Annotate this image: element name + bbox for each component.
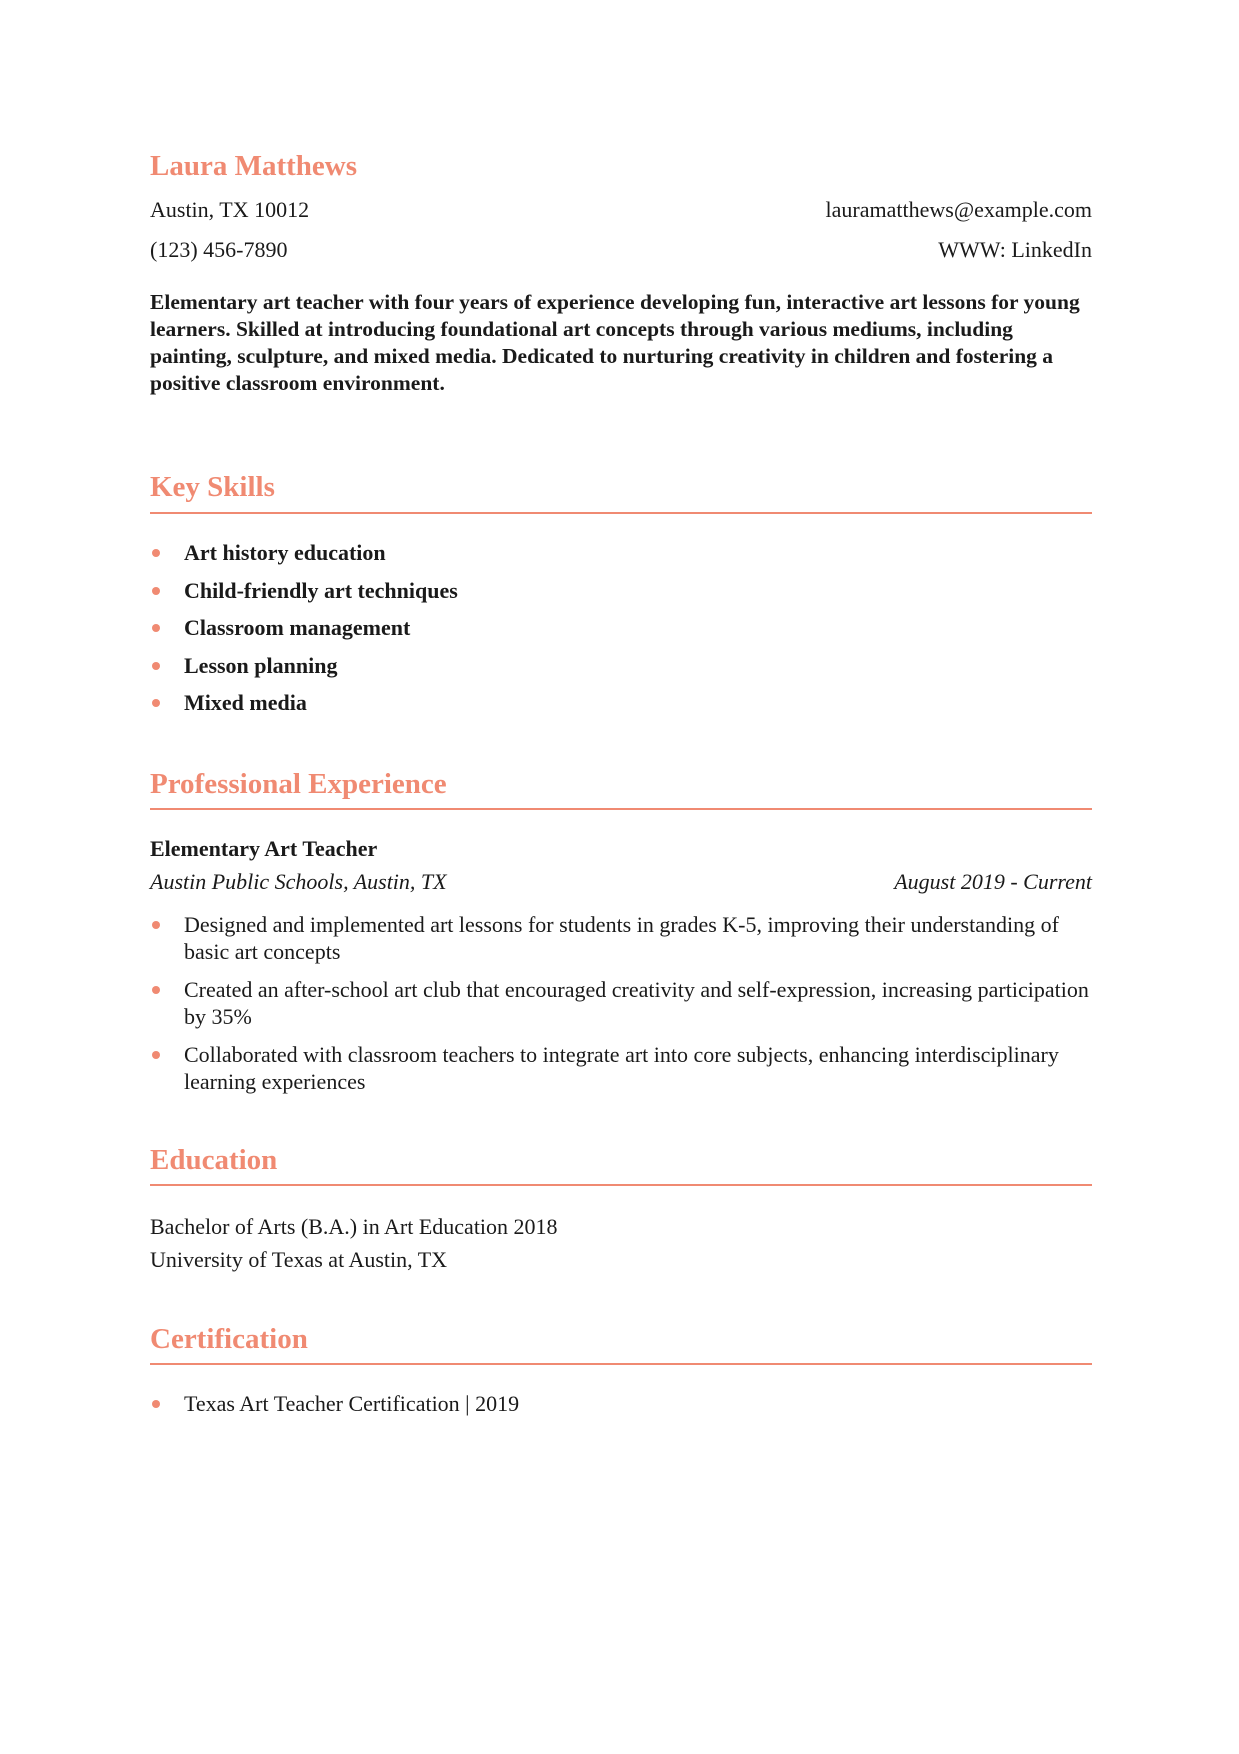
website-link: WWW: LinkedIn xyxy=(938,237,1092,262)
bullet-icon xyxy=(152,662,160,670)
skill-item: Art history education xyxy=(150,539,1092,567)
job-title: Elementary Art Teacher xyxy=(150,836,378,861)
certification-list xyxy=(150,1390,1092,1418)
school-text: University of Texas at Austin, TX xyxy=(150,1247,448,1272)
certification-section-title: Certification xyxy=(150,1323,308,1355)
education-section-title: Education xyxy=(150,1144,278,1176)
location-text: Austin, TX 10012 xyxy=(150,197,310,222)
experience-section-rule xyxy=(150,808,1092,810)
duty-item: Designed and implemented art lessons for students in grades K-5, improving their understanding of basic art concepts xyxy=(150,911,1092,965)
bullet-icon xyxy=(152,587,160,595)
certification-item: Texas Art Teacher Certification | 2019 xyxy=(150,1390,1092,1418)
skill-item: Child-friendly art techniques xyxy=(150,577,1092,605)
email-text: lauramatthews@example.com xyxy=(825,197,1092,222)
degree-text: Bachelor of Arts (B.A.) in Art Education 2018 xyxy=(150,1214,558,1239)
bullet-icon xyxy=(152,1051,160,1059)
job-meta xyxy=(150,868,1092,896)
employer-text: Austin Public Schools, Austin, TX xyxy=(150,869,447,894)
duties-list xyxy=(150,911,1092,1106)
skill-item: Lesson planning xyxy=(150,652,1092,680)
bullet-icon xyxy=(152,986,160,994)
bullet-icon xyxy=(152,699,160,707)
candidate-name: Laura Matthews xyxy=(150,150,358,182)
skill-item: Mixed media xyxy=(150,689,1092,717)
job-dates: August 2019 - Current xyxy=(894,869,1092,894)
experience-section-title: Professional Experience xyxy=(150,768,447,800)
certification-section-rule xyxy=(150,1363,1092,1365)
skills-section-rule xyxy=(150,512,1092,514)
bullet-icon xyxy=(152,921,160,929)
skills-section-title: Key Skills xyxy=(150,471,275,503)
bullet-icon xyxy=(152,549,160,557)
skill-item: Classroom management xyxy=(150,614,1092,642)
skills-list xyxy=(150,539,1092,727)
professional-summary: Elementary art teacher with four years of experience developing fun, interactive art lessons for young learners. Skilled at introducing foundational art concepts through various mediums, including painting, sculpture, and mixed media. Dedicated to nurturing creativity in children and fostering a positive classroom environment. xyxy=(150,290,1080,395)
phone-text: (123) 456-7890 xyxy=(150,237,288,262)
duty-item: Created an after-school art club that encouraged creativity and self-expression, increasing participation by 35% xyxy=(150,976,1092,1030)
duty-item: Collaborated with classroom teachers to integrate art into core subjects, enhancing interdisciplinary learning experiences xyxy=(150,1041,1092,1095)
education-section-rule xyxy=(150,1184,1092,1186)
bullet-icon xyxy=(152,1400,160,1408)
contact-row-1 xyxy=(150,196,1092,224)
bullet-icon xyxy=(152,624,160,632)
contact-row-2 xyxy=(150,236,1092,264)
